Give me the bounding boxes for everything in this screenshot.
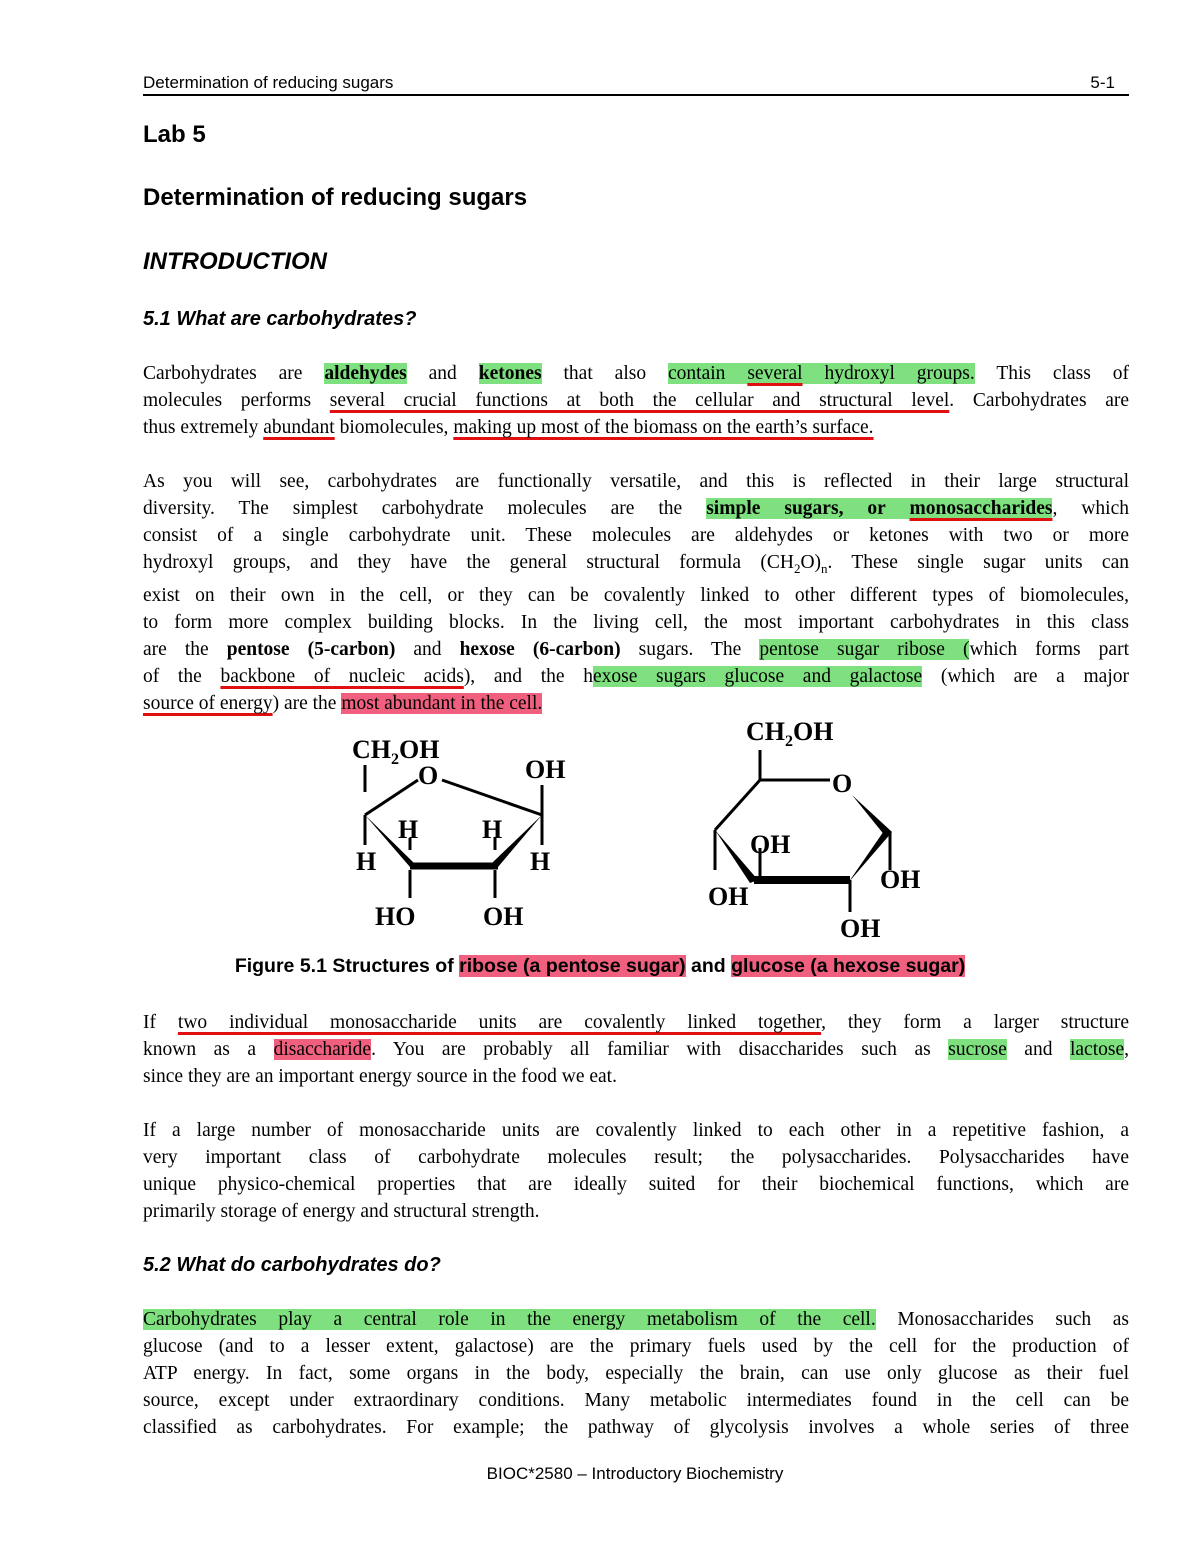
glucose-ch2oh-label: $CH_2OH$ — [746, 720, 834, 750]
highlight: sucrose — [948, 1039, 1007, 1060]
underline: abundant — [263, 417, 335, 438]
text-line: primarily storage of energy and structural strength. — [143, 1201, 540, 1222]
text-line: Carbohydrates are aldehydes and ketones that also contain several hydroxyl groups. This class of — [143, 363, 1129, 384]
introduction-heading: INTRODUCTION — [143, 248, 327, 275]
text-line: source of energy) are the most abundant in the cell. — [143, 692, 543, 714]
ribose-h-1: H — [398, 815, 419, 844]
paragraph-3 — [143, 1009, 1129, 1090]
ribose-ho: HO — [375, 902, 416, 931]
ribose-h-4: H — [530, 847, 551, 876]
text-line: If two individual monosaccharide units are covalently linked together, they form a larger structure — [143, 1012, 1129, 1033]
text-line: are the pentose (5-carbon) and hexose (6-carbon) sugars. The pentose sugar ribose (which forms part — [143, 638, 1129, 660]
text-line: exist on their own in the cell, or they can be covalently linked to other different types of biomolecules, — [143, 584, 1129, 606]
text-line: classified as carbohydrates. For example; the pathway of glycolysis involves a whole series of three — [143, 1417, 1129, 1438]
paragraph-4 — [143, 1117, 1129, 1225]
underline: several crucial functions at both the cellular and structural level — [329, 390, 950, 411]
text-line: If a large number of monosaccharide units are covalently linked to each other in a repetitive fashion, a — [143, 1120, 1129, 1141]
text-line: consist of a single carbohydrate unit. These molecules are aldehydes or ketones with two or more — [143, 525, 1129, 546]
ribose-oh-top: OH — [525, 755, 566, 784]
page-title: Determination of reducing sugars — [143, 184, 528, 211]
lab-heading: Lab 5 — [143, 121, 206, 148]
section-heading-5-1: 5.1 What are carbohydrates? — [143, 308, 417, 330]
sugar-structures-figure — [330, 720, 970, 950]
paragraph-1 — [143, 360, 1129, 441]
text-line: thus extremely abundant biomolecules, making up most of the biomass on the earth’s surface. — [143, 417, 874, 438]
highlight: lactose — [1069, 1039, 1125, 1060]
glucose-oh-right: OH — [880, 865, 921, 894]
page-number: 5-1 — [1090, 73, 1115, 92]
glucose-structure — [708, 720, 920, 943]
highlight: glucose (a hexose sugar) — [731, 955, 966, 977]
ribose-oh-bottom: OH — [483, 902, 524, 931]
paragraph-2 — [143, 468, 1129, 717]
text-line: Carbohydrates play a central role in the energy metabolism of the cell. Monosaccharides such as — [143, 1309, 1129, 1330]
running-header — [143, 72, 1129, 96]
text-line: As you will see, carbohydrates are functionally versatile, and this is reflected in their large structural — [143, 471, 1129, 492]
text-line: to form more complex building blocks. In the living cell, the most important carbohydrates in this class — [143, 611, 1129, 633]
glucose-oh-bottom: OH — [840, 914, 881, 943]
ribose-ring-oxygen: O — [418, 761, 439, 790]
highlight: ketones — [478, 363, 542, 384]
running-footer: BIOC*2580 – Introductory Biochemistry — [486, 1464, 784, 1483]
underline: making up most of the biomass on the earth’s surface. — [453, 417, 874, 438]
glucose-ring-oxygen: O — [832, 769, 853, 798]
highlight: disaccharide — [273, 1039, 372, 1060]
text-line: hydroxyl groups, and they have the general structural formula $(CH_2O)_n$. These single sugar units can — [143, 552, 1129, 576]
glucose-oh-left: OH — [708, 882, 749, 911]
underline: backbone of nucleic acids — [220, 665, 464, 687]
ribose-ch2oh-label: $CH_2OH$ — [352, 735, 440, 768]
highlight: pentose sugar ribose ( — [759, 638, 970, 660]
text-line: ATP energy. In fact, some organs in the body, especially the brain, can use only glucose as their fuel — [143, 1363, 1129, 1384]
glucose-oh-inner: OH — [750, 830, 791, 859]
text-line: of the backbone of nucleic acids), and the hexose sugars glucose and galactose (which are a major — [143, 665, 1129, 687]
highlight: simple sugars, or monosaccharides — [706, 498, 1053, 519]
section-heading-5-2: 5.2 What do carbohydrates do? — [143, 1254, 441, 1276]
text-line: molecules performs several crucial functions at both the cellular and structural level. Carbohydrates are — [143, 390, 1129, 411]
ribose-structure — [352, 735, 565, 931]
underline: two individual monosaccharide units are covalently linked together — [177, 1012, 822, 1033]
paragraph-5 — [143, 1306, 1129, 1441]
text-line: glucose (and to a lesser extent, galactose) are the primary fuels used by the cell for the production of — [143, 1336, 1129, 1357]
underline: source of energy — [143, 692, 273, 714]
text-line: since they are an important energy source in the food we eat. — [143, 1066, 617, 1087]
highlight: ribose (a pentose sugar) — [459, 955, 686, 977]
highlight: most abundant in the cell. — [341, 692, 543, 714]
highlight: exose sugars glucose and galactose — [592, 665, 923, 687]
highlight: aldehydes — [324, 363, 407, 384]
highlight: contain several hydroxyl groups. — [668, 363, 975, 384]
header-title: Determination of reducing sugars — [143, 73, 394, 92]
text-line: very important class of carbohydrate molecules result; the polysaccharides. Polysaccharides have — [143, 1147, 1129, 1168]
text-line: unique physico-chemical properties that are ideally suited for their biochemical functions, which are — [143, 1174, 1129, 1195]
text-line: diversity. The simplest carbohydrate molecules are the simple sugars, or monosaccharides, which — [143, 498, 1130, 519]
ribose-h-3: H — [356, 847, 377, 876]
highlight: Carbohydrates play a central role in the energy metabolism of the cell. — [143, 1309, 876, 1330]
text-line: known as a disaccharide. You are probably all familiar with disaccharides such as sucrose and lactose, — [143, 1039, 1129, 1060]
ribose-h-2: H — [482, 815, 503, 844]
figure-caption: Figure 5.1 Structures of ribose (a pentose sugar) and glucose (a hexose sugar) — [234, 955, 966, 977]
text-line: source, except under extraordinary conditions. Many metabolic intermediates found in the cell can be — [143, 1390, 1129, 1411]
